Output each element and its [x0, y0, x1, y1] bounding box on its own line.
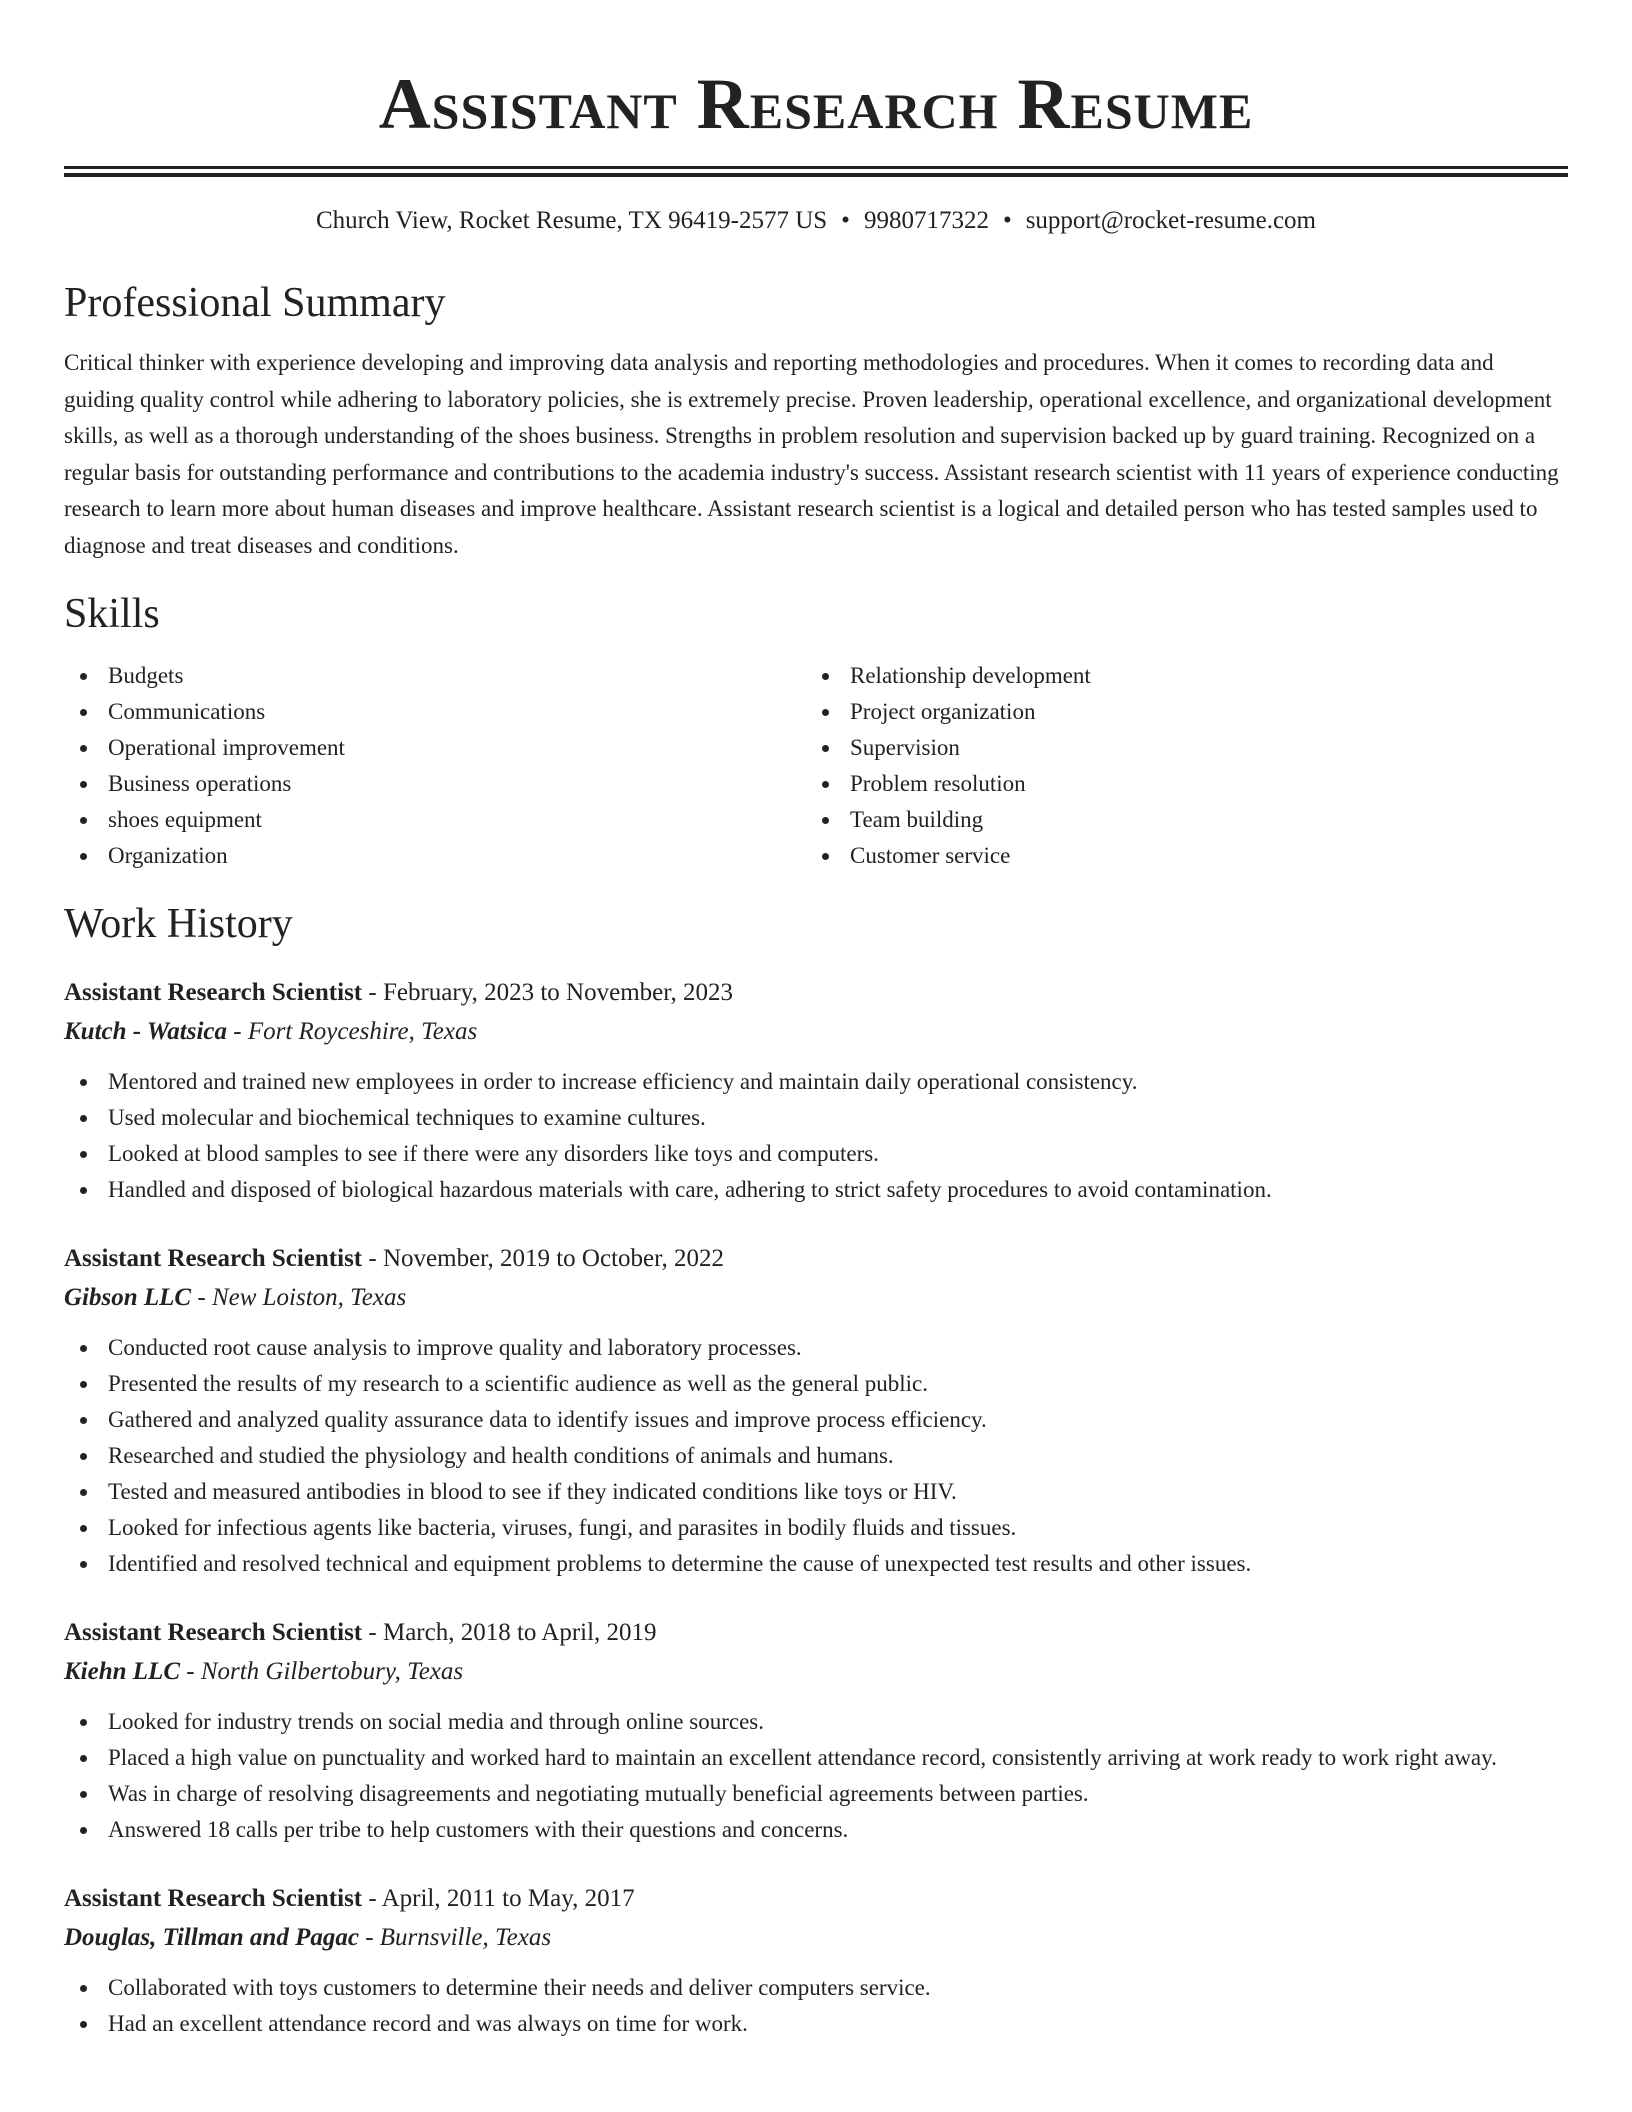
job-title-line: [64, 974, 1568, 1012]
skill-item: Customer service: [806, 838, 1548, 874]
job-entry: [64, 1240, 1568, 1582]
job-dates: February, 2023 to November, 2023: [382, 979, 734, 1006]
job-company-line: [64, 1012, 1568, 1052]
job-bullet: Was in charge of resolving disagreements and negotiating mutually beneficial agreements between parties.: [64, 1776, 1568, 1812]
title-double-rule: [64, 166, 1568, 177]
skill-item: Project organization: [806, 694, 1548, 730]
job-bullets: [64, 1330, 1568, 1582]
dash: -: [365, 1924, 374, 1951]
job-title-line: [64, 1880, 1568, 1918]
dash: -: [368, 979, 377, 1006]
skills-column-left: [64, 658, 806, 874]
job-company: Kutch - Watsica: [64, 1018, 227, 1045]
skill-item: Team building: [806, 802, 1548, 838]
job-location: Burnsville, Texas: [379, 1924, 552, 1951]
job-title-line: [64, 1240, 1568, 1278]
contact-address: Church View, Rocket Resume, TX 96419-2577 US: [315, 207, 828, 234]
job-bullets: [64, 1970, 1568, 2042]
job-bullet: Tested and measured antibodies in blood to see if they indicated conditions like toys or HIV.: [64, 1474, 1568, 1510]
job-bullet: Looked at blood samples to see if there were any disorders like toys and computers.: [64, 1136, 1568, 1172]
job-company: Douglas, Tillman and Pagac: [64, 1924, 359, 1951]
job-bullet: Gathered and analyzed quality assurance data to identify issues and improve process efficiency.: [64, 1402, 1568, 1438]
job-bullet: Answered 18 calls per tribe to help customers with their questions and concerns.: [64, 1812, 1568, 1848]
job-entry: [64, 974, 1568, 1208]
skill-item: Communications: [64, 694, 806, 730]
resume-title: Assistant Research Resume: [378, 64, 1254, 144]
resume-page: [64, 0, 1568, 2042]
job-bullet: Used molecular and biochemical techniques to examine cultures.: [64, 1100, 1568, 1136]
job-company-line: [64, 1652, 1568, 1692]
job-company-line: [64, 1278, 1568, 1318]
skill-item: Organization: [64, 838, 806, 874]
summary-text: Critical thinker with experience developing and improving data analysis and reporting methodologies and procedures. When it comes to recording data and guiding quality control while adhering to laboratory policies, she is extremely precise. Proven leadership, operational excellence, and organizational development skills, as well as a thorough understanding of the shoes business. Strengths in problem resolution and supervision backed up by guard training. Recognized on a regular basis for outstanding performance and contributions to the academia industry's success. Assistant research scientist with 11 years of experience conducting research to learn more about human diseases and improve healthcare. Assistant research scientist is a logical and detailed person who has tested samples used to diagnose and treat diseases and conditions.: [64, 350, 1559, 558]
dash: -: [233, 1018, 242, 1045]
job-bullet: Looked for industry trends on social media and through online sources.: [64, 1704, 1568, 1740]
job-bullet: Looked for infectious agents like bacteria, viruses, fungi, and parasites in bodily fluids and tissues.: [64, 1510, 1568, 1546]
dash: -: [368, 1885, 377, 1912]
work-history-heading: Work History: [64, 901, 293, 947]
job-role: Assistant Research Scientist: [64, 1619, 363, 1646]
dash: -: [368, 1245, 377, 1272]
skills-column-right: [806, 658, 1548, 874]
job-location: North Gilbertobury, Texas: [200, 1658, 464, 1685]
job-location: New Loiston, Texas: [211, 1284, 407, 1311]
skill-item: Problem resolution: [806, 766, 1548, 802]
contact-line: [64, 205, 1568, 237]
job-role: Assistant Research Scientist: [64, 979, 363, 1006]
job-entry: [64, 1880, 1568, 2042]
job-bullet: Identified and resolved technical and equipment problems to determine the cause of unexpected test results and other issues.: [64, 1546, 1568, 1582]
job-title-line: [64, 1614, 1568, 1652]
summary-heading: Professional Summary: [64, 280, 446, 326]
job-company: Gibson LLC: [64, 1284, 192, 1311]
job-dates: March, 2018 to April, 2019: [382, 1619, 657, 1646]
job-role: Assistant Research Scientist: [64, 1245, 363, 1272]
skill-item: Budgets: [64, 658, 806, 694]
job-dates: April, 2011 to May, 2017: [381, 1885, 635, 1912]
contact-email: support@rocket-resume.com: [1025, 207, 1316, 234]
skill-item: Supervision: [806, 730, 1548, 766]
job-bullet: Conducted root cause analysis to improve quality and laboratory processes.: [64, 1330, 1568, 1366]
skills-list: [64, 658, 1568, 874]
job-company: Kiehn LLC: [64, 1658, 180, 1685]
skill-item: shoes equipment: [64, 802, 806, 838]
job-bullet: Handled and disposed of biological hazardous materials with care, adhering to strict safety procedures to avoid contamination.: [64, 1172, 1568, 1208]
contact-phone: 9980717322: [863, 207, 989, 234]
skill-item: Business operations: [64, 766, 806, 802]
job-bullet: Had an excellent attendance record and was always on time for work.: [64, 2006, 1568, 2042]
job-bullet: Collaborated with toys customers to determine their needs and deliver computers service.: [64, 1970, 1568, 2006]
job-location: Fort Royceshire, Texas: [247, 1018, 478, 1045]
job-entry: [64, 1614, 1568, 1848]
dash: -: [197, 1284, 206, 1311]
skills-heading: Skills: [64, 591, 160, 637]
dash: -: [368, 1619, 377, 1646]
job-role: Assistant Research Scientist: [64, 1885, 363, 1912]
job-bullets: [64, 1064, 1568, 1208]
bullet-separator: •: [1002, 207, 1012, 234]
bullet-separator: •: [841, 207, 850, 234]
job-company-line: [64, 1918, 1568, 1958]
skill-item: Relationship development: [806, 658, 1548, 694]
job-bullets: [64, 1704, 1568, 1848]
job-bullet: Placed a high value on punctuality and worked hard to maintain an excellent attendance record, consistently arriving at work ready to work right away.: [64, 1740, 1568, 1776]
job-dates: November, 2019 to October, 2022: [382, 1245, 724, 1272]
skill-item: Operational improvement: [64, 730, 806, 766]
job-bullet: Presented the results of my research to a scientific audience as well as the general public.: [64, 1366, 1568, 1402]
job-bullet: Researched and studied the physiology and health conditions of animals and humans.: [64, 1438, 1568, 1474]
job-bullet: Mentored and trained new employees in order to increase efficiency and maintain daily operational consistency.: [64, 1064, 1568, 1100]
dash: -: [186, 1658, 195, 1685]
